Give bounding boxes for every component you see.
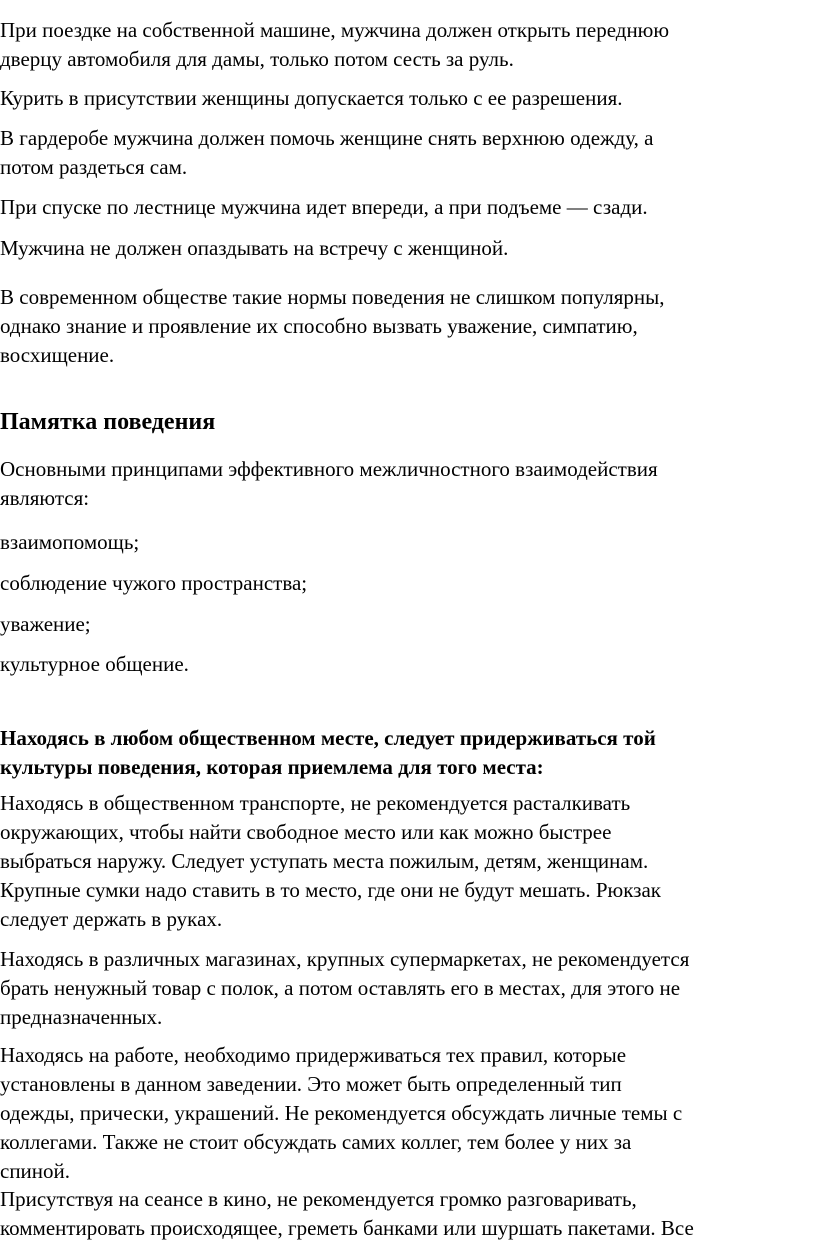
text-line: культуры поведения, которая приемлема для того места: bbox=[0, 755, 544, 779]
text-line: брать ненужный товар с полок, а потом оставлять его в местах, для этого не bbox=[0, 976, 681, 1000]
text-line: Находясь в любом общественном месте, следует придерживаться той bbox=[0, 726, 656, 750]
text-line: При поездке на собственной машине, мужчина должен открыть переднюю bbox=[0, 18, 670, 42]
paragraph-smoking bbox=[0, 84, 812, 113]
text-line: являются: bbox=[0, 486, 90, 510]
paragraph-stairs bbox=[0, 193, 812, 222]
text-line: В гардеробе мужчина должен помочь женщине снять верхнюю одежду, а bbox=[0, 126, 654, 150]
list-item: культурное общение. bbox=[0, 652, 189, 676]
paragraph-modern-society bbox=[0, 283, 812, 370]
text-line: одежды, прически, украшений. Не рекомендуется обсуждать личные темы с bbox=[0, 1101, 683, 1125]
text-line: Находясь в различных магазинах, крупных супермаркетах, не рекомендуется bbox=[0, 947, 690, 971]
text-line: спиной. bbox=[0, 1159, 71, 1183]
list-item: соблюдение чужого пространства; bbox=[0, 571, 308, 595]
text-line: выбраться наружу. Следует уступать места пожилым, детям, женщинам. bbox=[0, 849, 649, 873]
paragraph-cinema bbox=[0, 1185, 812, 1243]
paragraph-punctuality bbox=[0, 234, 812, 263]
text-line: коллегами. Также не стоит обсуждать самих коллег, тем более у них за bbox=[0, 1130, 632, 1154]
list-item: взаимопомощь; bbox=[0, 530, 140, 554]
text-line: восхищение. bbox=[0, 343, 115, 367]
text-line: Крупные сумки надо ставить в то место, где они не будут мешать. Рюкзак bbox=[0, 878, 661, 902]
list-item: уважение; bbox=[0, 612, 91, 636]
text-line: Находясь на работе, необходимо придерживаться тех правил, которые bbox=[0, 1043, 627, 1067]
paragraph-shops bbox=[0, 945, 812, 1032]
text-line: В современном обществе такие нормы поведения не слишком популярны, bbox=[0, 285, 665, 309]
paragraph-work bbox=[0, 1041, 812, 1186]
text-line: установлены в данном заведении. Это может быть определенный тип bbox=[0, 1072, 622, 1096]
text-line: потом раздеться сам. bbox=[0, 155, 188, 179]
text-line: комментировать происходящее, греметь банками или шуршать пакетами. Все bbox=[0, 1216, 694, 1240]
paragraph-principles-intro bbox=[0, 455, 812, 513]
text-line: Курить в присутствии женщины допускается только с ее разрешения. bbox=[0, 86, 623, 110]
text-line: предназначенных. bbox=[0, 1005, 163, 1029]
text-line: дверцу автомобиля для дамы, только потом сесть за руль. bbox=[0, 47, 514, 71]
section-heading: Памятка поведения bbox=[0, 409, 216, 435]
text-line: При спуске по лестнице мужчина идет впереди, а при подъеме — сзади. bbox=[0, 195, 648, 219]
text-line: Мужчина не должен опаздывать на встречу с женщиной. bbox=[0, 236, 509, 260]
text-line: Находясь в общественном транспорте, не рекомендуется расталкивать bbox=[0, 791, 631, 815]
text-line: следует держать в руках. bbox=[0, 907, 223, 931]
paragraph-bold-statement bbox=[0, 724, 812, 782]
text-line: однако знание и проявление их способно вызвать уважение, симпатию, bbox=[0, 314, 638, 338]
text-line: Основными принципами эффективного межличностного взаимодействия bbox=[0, 457, 658, 481]
text-line: Присутствуя на сеансе в кино, не рекомендуется громко разговаривать, bbox=[0, 1187, 637, 1211]
text-line: окружающих, чтобы найти свободное место или как можно быстрее bbox=[0, 820, 612, 844]
paragraph-car-door bbox=[0, 16, 812, 74]
paragraph-cloakroom bbox=[0, 124, 812, 182]
paragraph-transport bbox=[0, 789, 812, 934]
